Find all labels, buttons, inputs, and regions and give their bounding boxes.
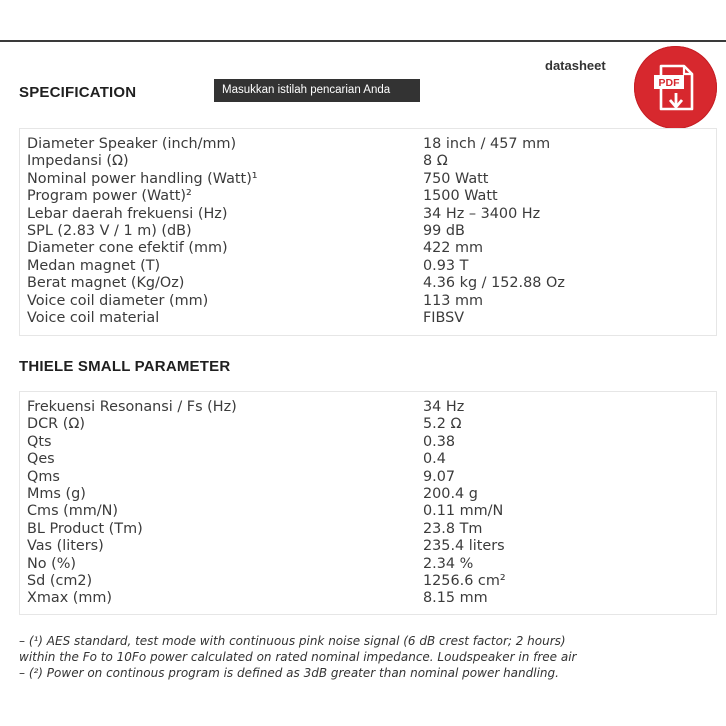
row-label: Lebar daerah frekuensi (Hz)	[27, 205, 228, 222]
footnote-line: within the Fo to 10Fo power calculated on rated nominal impedance. Loudspeaker in free air	[19, 650, 577, 664]
row-label: Diameter Speaker (inch/mm)	[27, 136, 237, 152]
row-value: 1256.6 cm²	[423, 573, 506, 589]
pdf-icon-text: PDF	[658, 77, 680, 89]
pdf-download-button[interactable]	[634, 46, 717, 129]
row-value: FIBSV	[423, 310, 465, 326]
row-label: Voice coil material	[27, 310, 160, 326]
row-value: 5.2 Ω	[423, 416, 462, 433]
table-row	[27, 503, 667, 520]
specification-title: SPECIFICATION	[19, 84, 137, 101]
row-label: Xmax (mm)	[27, 590, 113, 607]
row-label: Frekuensi Resonansi / Fs (Hz)	[27, 399, 237, 415]
row-label: Qts	[27, 433, 52, 450]
table-row	[27, 573, 667, 590]
row-label: Vas (liters)	[27, 538, 104, 555]
row-label: Nominal power handling (Watt)¹	[27, 170, 258, 187]
table-row	[27, 434, 667, 451]
search-tooltip: Masukkan istilah pencarian Anda	[214, 79, 420, 102]
row-value: 99 dB	[423, 223, 465, 239]
row-value: 34 Hz	[423, 399, 465, 415]
table-row	[27, 171, 667, 188]
row-label: Diameter cone efektif (mm)	[27, 240, 228, 257]
table-row	[27, 469, 667, 486]
row-value: 18 inch / 457 mm	[423, 136, 551, 152]
row-label: Mms (g)	[27, 486, 86, 502]
table-row	[27, 275, 667, 292]
table-row	[27, 293, 667, 310]
row-label: Berat magnet (Kg/Oz)	[27, 275, 185, 292]
row-value: 4.36 kg / 152.88 Oz	[423, 275, 565, 292]
row-label: Cms (mm/N)	[27, 503, 119, 520]
row-label: DCR (Ω)	[27, 416, 85, 433]
pdf-download-icon	[634, 46, 717, 129]
row-value: 113 mm	[423, 292, 484, 309]
row-label: Qes	[27, 451, 55, 468]
table-row	[27, 258, 667, 275]
row-value: 200.4 g	[423, 486, 478, 502]
table-row	[27, 206, 667, 223]
row-value: 8 Ω	[423, 153, 448, 170]
row-label: No (%)	[27, 555, 77, 572]
table-row	[27, 556, 667, 573]
table-row	[27, 590, 667, 607]
table-row	[27, 223, 667, 240]
row-label: BL Product (Tm)	[27, 520, 143, 537]
row-label: Program power (Watt)²	[27, 188, 192, 205]
footnote-line: – (²) Power on continous program is defined as 3dB greater than nominal power handling.	[19, 666, 559, 680]
table-row	[27, 188, 667, 205]
row-value: 9.07	[423, 468, 456, 485]
row-label: SPL (2.83 V / 1 m) (dB)	[27, 223, 192, 239]
row-value: 8.15 mm	[423, 590, 488, 607]
row-label: Medan magnet (T)	[27, 257, 161, 274]
row-value: 422 mm	[423, 240, 484, 257]
table-row	[27, 486, 667, 503]
table-row	[27, 153, 667, 170]
row-value: 2.34 %	[423, 555, 474, 572]
table-row	[27, 521, 667, 538]
table-row	[27, 538, 667, 555]
row-value: 235.4 liters	[423, 538, 505, 555]
table-row	[27, 136, 667, 153]
row-value: 0.4	[423, 451, 446, 468]
table-row	[27, 399, 667, 416]
row-label: Impedansi (Ω)	[27, 153, 129, 170]
table-row	[27, 451, 667, 468]
row-value: 0.38	[423, 433, 456, 450]
row-label: Voice coil diameter (mm)	[27, 292, 209, 309]
row-value: 0.93 T	[423, 257, 469, 274]
table-row	[27, 310, 667, 327]
footnotes	[19, 633, 719, 681]
table-row	[27, 416, 667, 433]
row-label: Qms	[27, 468, 60, 485]
footnote-line: – (¹) AES standard, test mode with continuous pink noise signal (6 dB crest factor; 2 hours)	[19, 634, 566, 648]
row-value: 750 Watt	[423, 170, 489, 187]
header-divider	[0, 40, 726, 42]
table-row	[27, 240, 667, 257]
row-value: 34 Hz – 3400 Hz	[423, 205, 541, 222]
row-label: Sd (cm2)	[27, 573, 93, 589]
row-value: 1500 Watt	[423, 188, 498, 205]
datasheet-label: datasheet	[545, 58, 606, 73]
thiele-small-title: THIELE SMALL PARAMETER	[19, 358, 231, 375]
row-value: 23.8 Tm	[423, 520, 483, 537]
row-value: 0.11 mm/N	[423, 503, 504, 520]
